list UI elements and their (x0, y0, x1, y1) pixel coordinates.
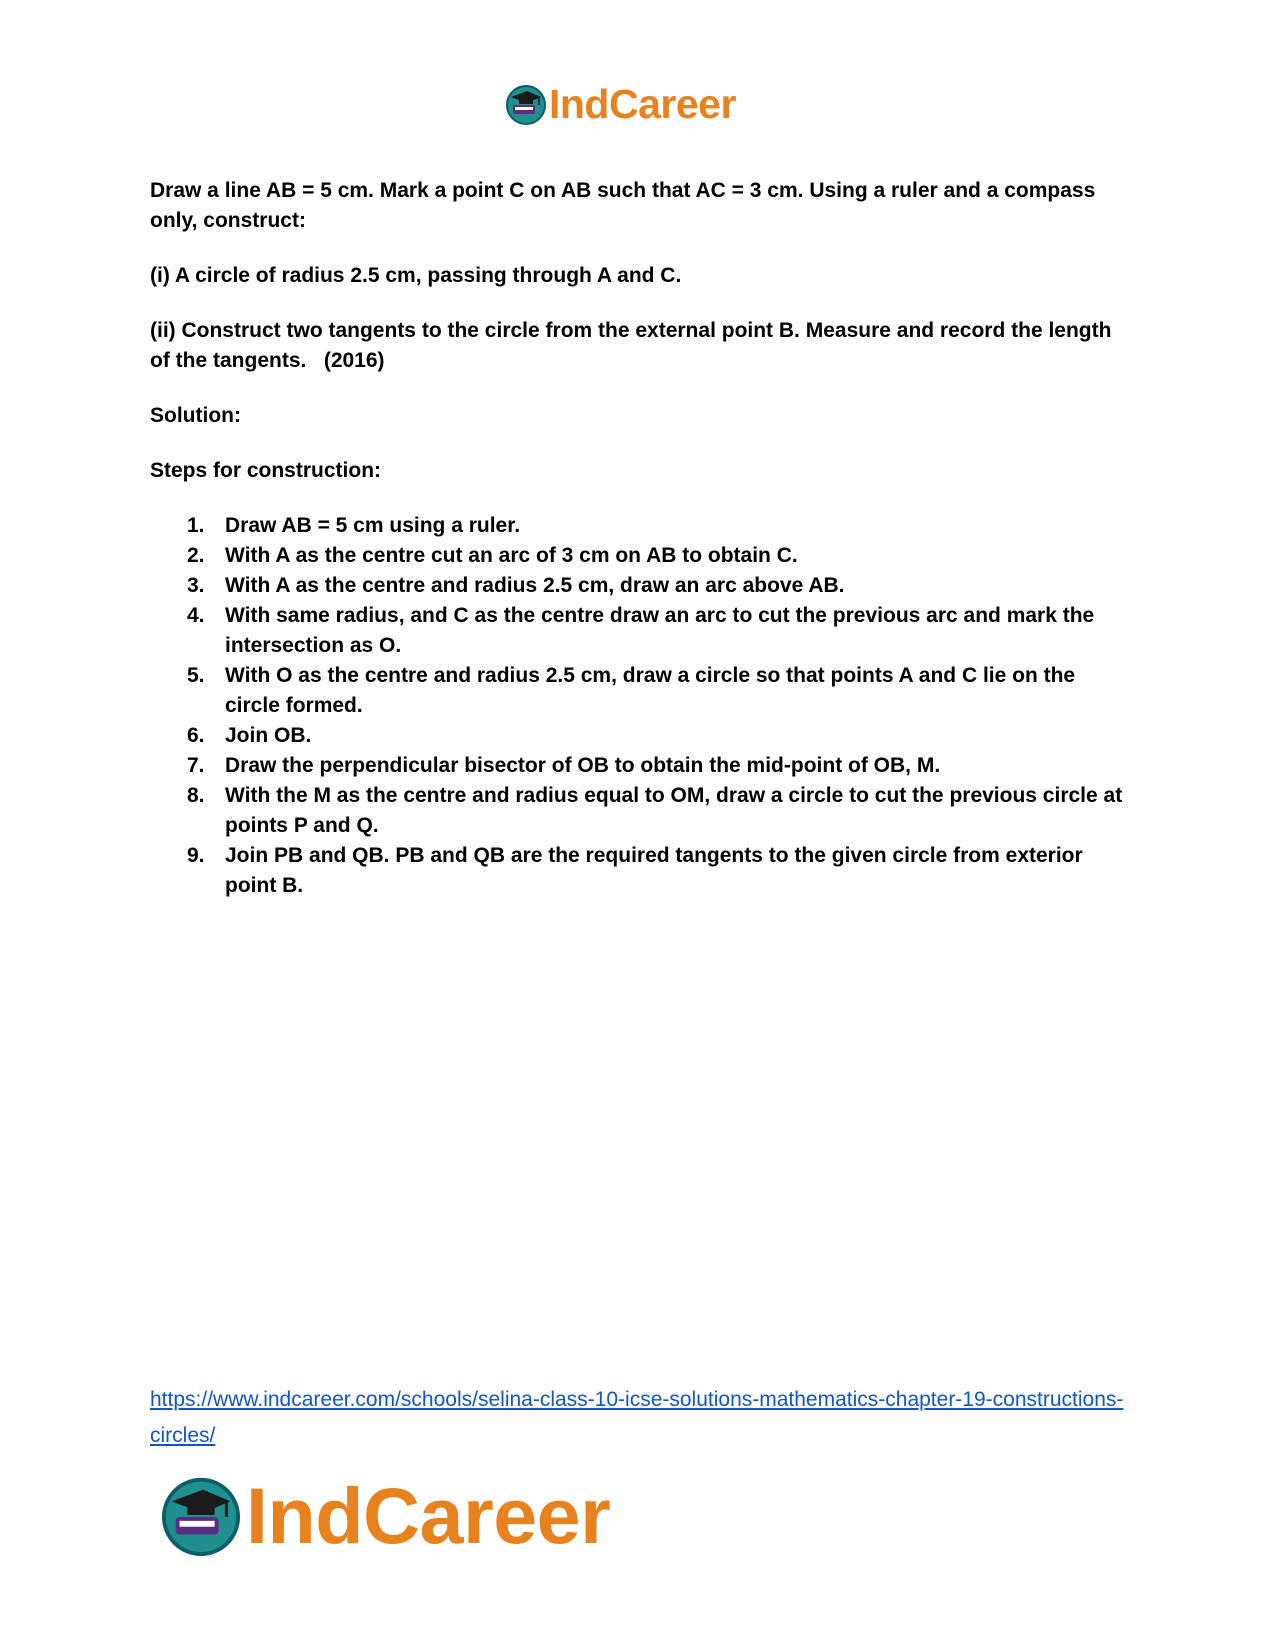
step-text: With same radius, and C as the centre draw an arc to cut the previous arc and mark the intersection as O. (225, 604, 1095, 657)
list-item (150, 571, 1130, 601)
step-number: 6. (187, 724, 205, 747)
step-number: 8. (187, 784, 205, 807)
step-number: 4. (187, 604, 205, 627)
step-number: 7. (187, 754, 205, 777)
step-number: 1. (187, 514, 205, 537)
document-body (150, 176, 1130, 901)
step-text: Join OB. (225, 724, 312, 747)
step-text: With O as the centre and radius 2.5 cm, draw a circle so that points A and C lie on the circle formed. (225, 664, 1076, 717)
logo-text: IndCareer (549, 80, 736, 127)
step-number: 5. (187, 664, 205, 687)
graduation-cap-book-globe-icon (505, 83, 547, 125)
header-logo (505, 80, 736, 128)
list-item (150, 781, 1130, 841)
step-text: With the M as the centre and radius equal to OM, draw a circle to cut the previous circle at points P and Q. (225, 784, 1123, 837)
step-number: 3. (187, 574, 205, 597)
step-text: With A as the centre cut an arc of 3 cm on AB to obtain C. (225, 544, 798, 567)
step-number: 9. (187, 844, 205, 867)
step-text: Draw the perpendicular bisector of OB to obtain the mid-point of OB, M. (225, 754, 941, 777)
list-item (150, 511, 1130, 541)
list-item (150, 601, 1130, 661)
list-item (150, 661, 1130, 721)
step-text: Join PB and QB. PB and QB are the required tangents to the given circle from exterior point B. (225, 844, 1083, 897)
list-item (150, 751, 1130, 781)
step-text: With A as the centre and radius 2.5 cm, draw an arc above AB. (225, 574, 845, 597)
graduation-cap-book-globe-icon (160, 1474, 242, 1556)
question-part-ii: (ii) Construct two tangents to the circle from the external point B. Measure and record the length of the tangents. (2016) (150, 319, 1118, 372)
steps-list (150, 511, 1130, 901)
source-link[interactable]: https://www.indcareer.com/schools/selina-class-10-icse-solutions-mathematics-chapter-19-constructions-circles/ (150, 1388, 1124, 1447)
footer-logo (160, 1470, 610, 1560)
list-item (150, 541, 1130, 571)
logo-text: IndCareer (246, 1470, 611, 1560)
step-number: 2. (187, 544, 205, 567)
solution-label: Solution: (150, 404, 241, 427)
list-item (150, 721, 1130, 751)
list-item (150, 841, 1130, 901)
step-text: Draw AB = 5 cm using a ruler. (225, 514, 521, 537)
question-intro: Draw a line AB = 5 cm. Mark a point C on AB such that AC = 3 cm. Using a ruler and a compass only, construct: (150, 179, 1096, 232)
question-part-i: (i) A circle of radius 2.5 cm, passing through A and C. (150, 264, 682, 287)
steps-label: Steps for construction: (150, 459, 382, 482)
